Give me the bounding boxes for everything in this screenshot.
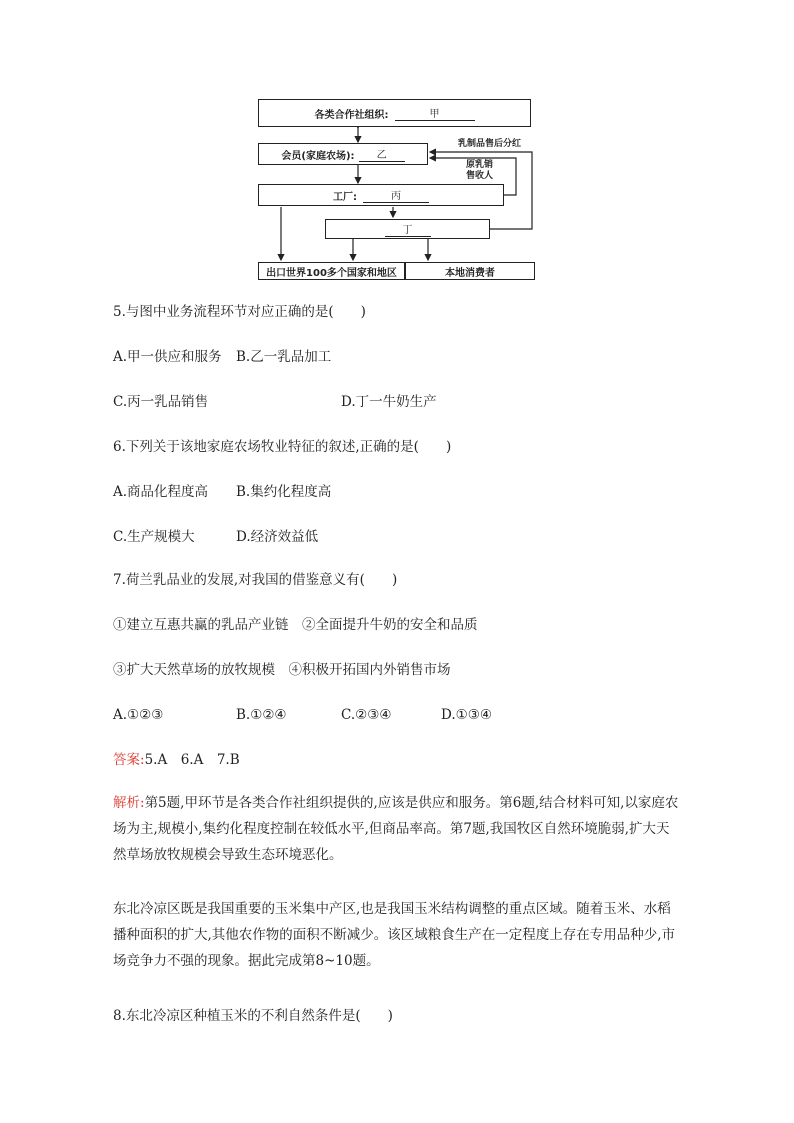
box-ding-blank: 丁 xyxy=(385,221,431,237)
q5-option-c: C.丙一乳品销售 xyxy=(113,394,209,410)
box-ding xyxy=(325,219,490,239)
q7-statements-1-2: ①建立互惠共赢的乳品产业链 ②全面提升牛奶的安全和品质 xyxy=(113,617,478,633)
q7-stem: 7.荷兰乳品业的发展,对我国的借鉴意义有( ) xyxy=(113,572,398,588)
label-dividend: 乳制品售后分红 xyxy=(458,139,522,149)
box-export-label: 出口世界100多个国家和地区 xyxy=(266,267,397,279)
box-member xyxy=(258,143,428,165)
answer-line xyxy=(113,751,240,769)
q6-option-c: C.生产规模大 xyxy=(113,529,195,545)
q6-option-b: B.集约化程度高 xyxy=(236,484,332,500)
q5-option-d: D.丁一牛奶生产 xyxy=(341,394,437,410)
label-raw-milk-1: 原乳销 xyxy=(466,160,494,170)
box-export xyxy=(258,262,405,280)
analysis-label: 解析: xyxy=(113,795,145,811)
material-paragraph: 东北冷凉区既是我国重要的玉米集中产区,也是我国玉米结构调整的重点区域。随着玉米、水稻播种面积的扩大,其他农作物的面积不断减少。该区域粮食生产在一定程度上存在专用品种少,市场竞争力不强的现象。据此完成第8~10题。 xyxy=(113,901,676,969)
box-member-label: 会员(家庭农场): xyxy=(281,150,355,162)
box-factory xyxy=(258,184,504,206)
box-factory-blank: 丙 xyxy=(363,187,429,203)
answer-label: 答案: xyxy=(113,752,145,768)
box-coop xyxy=(258,99,531,127)
box-local-label: 本地消费者 xyxy=(445,267,495,279)
box-factory-label: 工厂: xyxy=(333,191,357,203)
q7-option-c: C.②③④ xyxy=(341,707,392,723)
q5-option-b: B.乙一乳品加工 xyxy=(236,349,332,365)
q5-stem: 5.与图中业务流程环节对应正确的是( ) xyxy=(113,304,366,320)
box-member-blank: 乙 xyxy=(359,146,405,162)
q6-option-d: D.经济效益低 xyxy=(236,529,319,545)
analysis-paragraph xyxy=(113,790,683,868)
q7-option-a: A.①②③ xyxy=(113,707,164,723)
q7-statements-3-4: ③扩大天然草场的放牧规模 ④积极开拓国内外销售市场 xyxy=(113,662,451,678)
label-raw-milk-2: 售收人 xyxy=(466,171,494,181)
q8-stem: 8.东北冷凉区种植玉米的不利自然条件是( ) xyxy=(113,1008,393,1024)
q6-stem: 6.下列关于该地家庭农场牧业特征的叙述,正确的是( ) xyxy=(113,439,452,455)
q6-option-a: A.商品化程度高 xyxy=(113,484,209,500)
q5-option-a: A.甲一供应和服务 xyxy=(113,349,222,365)
box-coop-blank: 甲 xyxy=(395,105,475,121)
q7-option-b: B.①②④ xyxy=(236,707,287,723)
analysis-text: 第5题,甲环节是各类合作社组织提供的,应该是供应和服务。第6题,结合材料可知,以家庭农场为主,规模小,集约化程度控制在较低水平,但商品率高。第7题,我国牧区自然环境脆弱,扩大天然草场放牧规模会导致生态环境恶化。 xyxy=(113,795,679,863)
q7-option-d: D.①③④ xyxy=(441,707,492,723)
box-coop-label: 各类合作社组织: xyxy=(314,109,389,121)
answer-text: 5.A 6.A 7.B xyxy=(144,752,240,768)
box-local xyxy=(405,262,535,280)
